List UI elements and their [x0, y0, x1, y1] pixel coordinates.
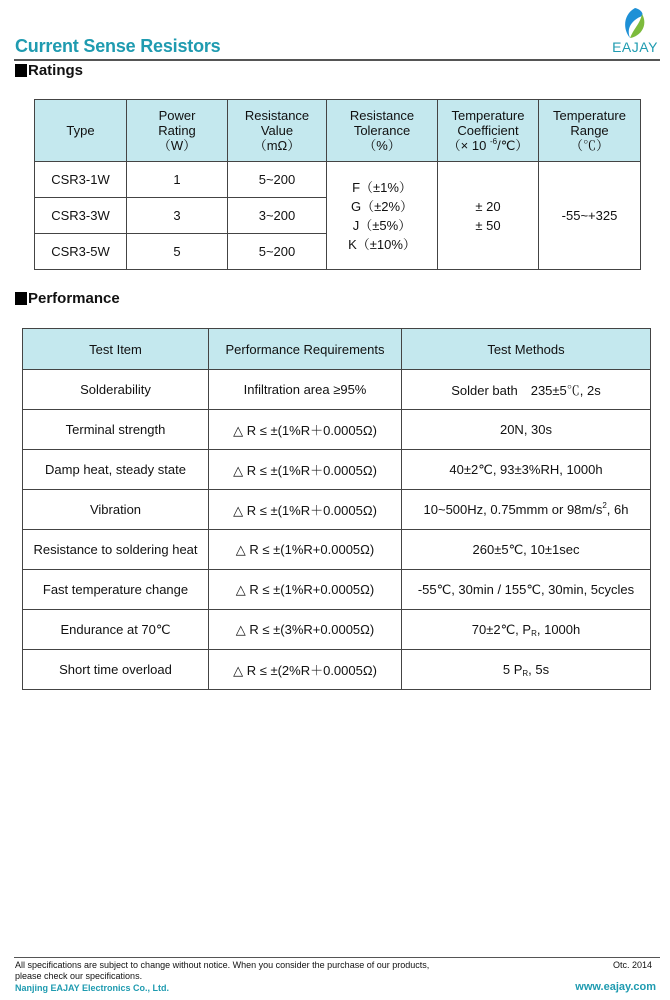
table-row	[23, 490, 651, 530]
company-logo	[612, 6, 658, 58]
test-item-cell: Short time overload	[23, 650, 209, 690]
square-bullet-icon	[15, 64, 27, 77]
test-method-cell: 5 $P_R$, 5s	[402, 650, 651, 690]
performance-section-heading	[15, 290, 120, 307]
power-cell: 5	[127, 234, 228, 270]
table-row	[23, 410, 651, 450]
footer-date: Otc. 2014	[612, 960, 652, 970]
header-divider	[14, 59, 660, 61]
header-temperature-coefficient: Temperature Coefficient （× 10 $^{-6}$/℃）	[438, 100, 539, 162]
header-test-methods: Test Methods	[402, 329, 651, 370]
resistance-cell: 3~200	[228, 198, 327, 234]
test-method-cell: Solder bath 235±5℃, 2s	[402, 370, 651, 410]
resistance-cell: 5~200	[228, 162, 327, 198]
requirement-cell: Infiltration area ≥95%	[209, 370, 402, 410]
table-row	[23, 530, 651, 570]
table-row	[23, 570, 651, 610]
requirement-cell: △ R ≤ ±(1%R+0.0005Ω)	[209, 570, 402, 610]
header-resistance-value: Resistance Value （mΩ）	[228, 100, 327, 162]
test-method-cell: 20N, 30s	[402, 410, 651, 450]
performance-section-title: Performance	[28, 290, 120, 307]
table-row	[23, 610, 651, 650]
requirement-cell: △ R ≤ ±(2%R＋0.0005Ω)	[209, 650, 402, 690]
logo-text: EAJAY	[612, 39, 658, 55]
header-test-item: Test Item	[23, 329, 209, 370]
header-temperature-range: Temperature Range （℃）	[539, 100, 641, 162]
requirement-cell: △ R ≤ ±(1%R＋0.0005Ω)	[209, 410, 402, 450]
ratings-table	[34, 99, 641, 270]
test-method-cell: 260±5℃, 10±1sec	[402, 530, 651, 570]
footer-disclaimer: All specifications are subject to change without notice. When you consider the purchase of our products, please check our specifications.	[15, 960, 430, 981]
requirement-cell: △ R ≤ ±(1%R＋0.0005Ω)	[209, 450, 402, 490]
ratings-header-row	[35, 100, 641, 162]
ratings-section-title: Ratings	[28, 62, 84, 79]
requirement-cell: △ R ≤ ±(1%R+0.0005Ω)	[209, 530, 402, 570]
ratings-section-heading	[15, 62, 83, 79]
table-row	[23, 650, 651, 690]
footer-company: Nanjing EAJAY Electronics Co., Ltd.	[15, 983, 170, 993]
requirement-cell: △ R ≤ ±(3%R+0.0005Ω)	[209, 610, 402, 650]
table-row	[35, 162, 641, 198]
header-type: Type	[35, 100, 127, 162]
test-method-cell: 40±2℃, 93±3%RH, 1000h	[402, 450, 651, 490]
test-method-cell: -55℃, 30min / 155℃, 30min, 5cycles	[402, 570, 651, 610]
test-item-cell: Solderability	[23, 370, 209, 410]
test-method-cell: 10~500Hz, 0.75mmm or $98m/s^2$, 6h	[402, 490, 651, 530]
test-item-cell: Fast temperature change	[23, 570, 209, 610]
table-row	[23, 450, 651, 490]
tolerance-cell: F（±1%） G（±2%） J（±5%） K（±10%）	[327, 162, 438, 270]
requirement-cell: △ R ≤ ±(1%R＋0.0005Ω)	[209, 490, 402, 530]
temp-coefficient-cell: ± 20 ± 50	[438, 162, 539, 270]
square-bullet-icon	[15, 292, 27, 305]
footer-divider	[14, 957, 660, 958]
type-cell: CSR3-5W	[35, 234, 127, 270]
resistance-cell: 5~200	[228, 234, 327, 270]
header-power-rating: Power Rating （W）	[127, 100, 228, 162]
table-row	[23, 370, 651, 410]
power-cell: 3	[127, 198, 228, 234]
type-cell: CSR3-1W	[35, 162, 127, 198]
test-item-cell: Vibration	[23, 490, 209, 530]
power-cell: 1	[127, 162, 228, 198]
leaf-logo-icon	[612, 6, 658, 40]
header-performance-requirements: Performance Requirements	[209, 329, 402, 370]
footer-website-link[interactable]: www.eajay.com	[575, 981, 656, 993]
page-title: Current Sense Resistors	[15, 36, 221, 56]
type-cell: CSR3-3W	[35, 198, 127, 234]
header-resistance-tolerance: Resistance Tolerance （%）	[327, 100, 438, 162]
test-item-cell: Terminal strength	[23, 410, 209, 450]
test-item-cell: Damp heat, steady state	[23, 450, 209, 490]
performance-header-row	[23, 329, 651, 370]
test-method-cell: 70±2℃, $P_R$, 1000h	[402, 610, 651, 650]
performance-table	[22, 328, 651, 690]
temp-range-cell: -55~+325	[539, 162, 641, 270]
test-item-cell: Resistance to soldering heat	[23, 530, 209, 570]
test-item-cell: Endurance at 70℃	[23, 610, 209, 650]
